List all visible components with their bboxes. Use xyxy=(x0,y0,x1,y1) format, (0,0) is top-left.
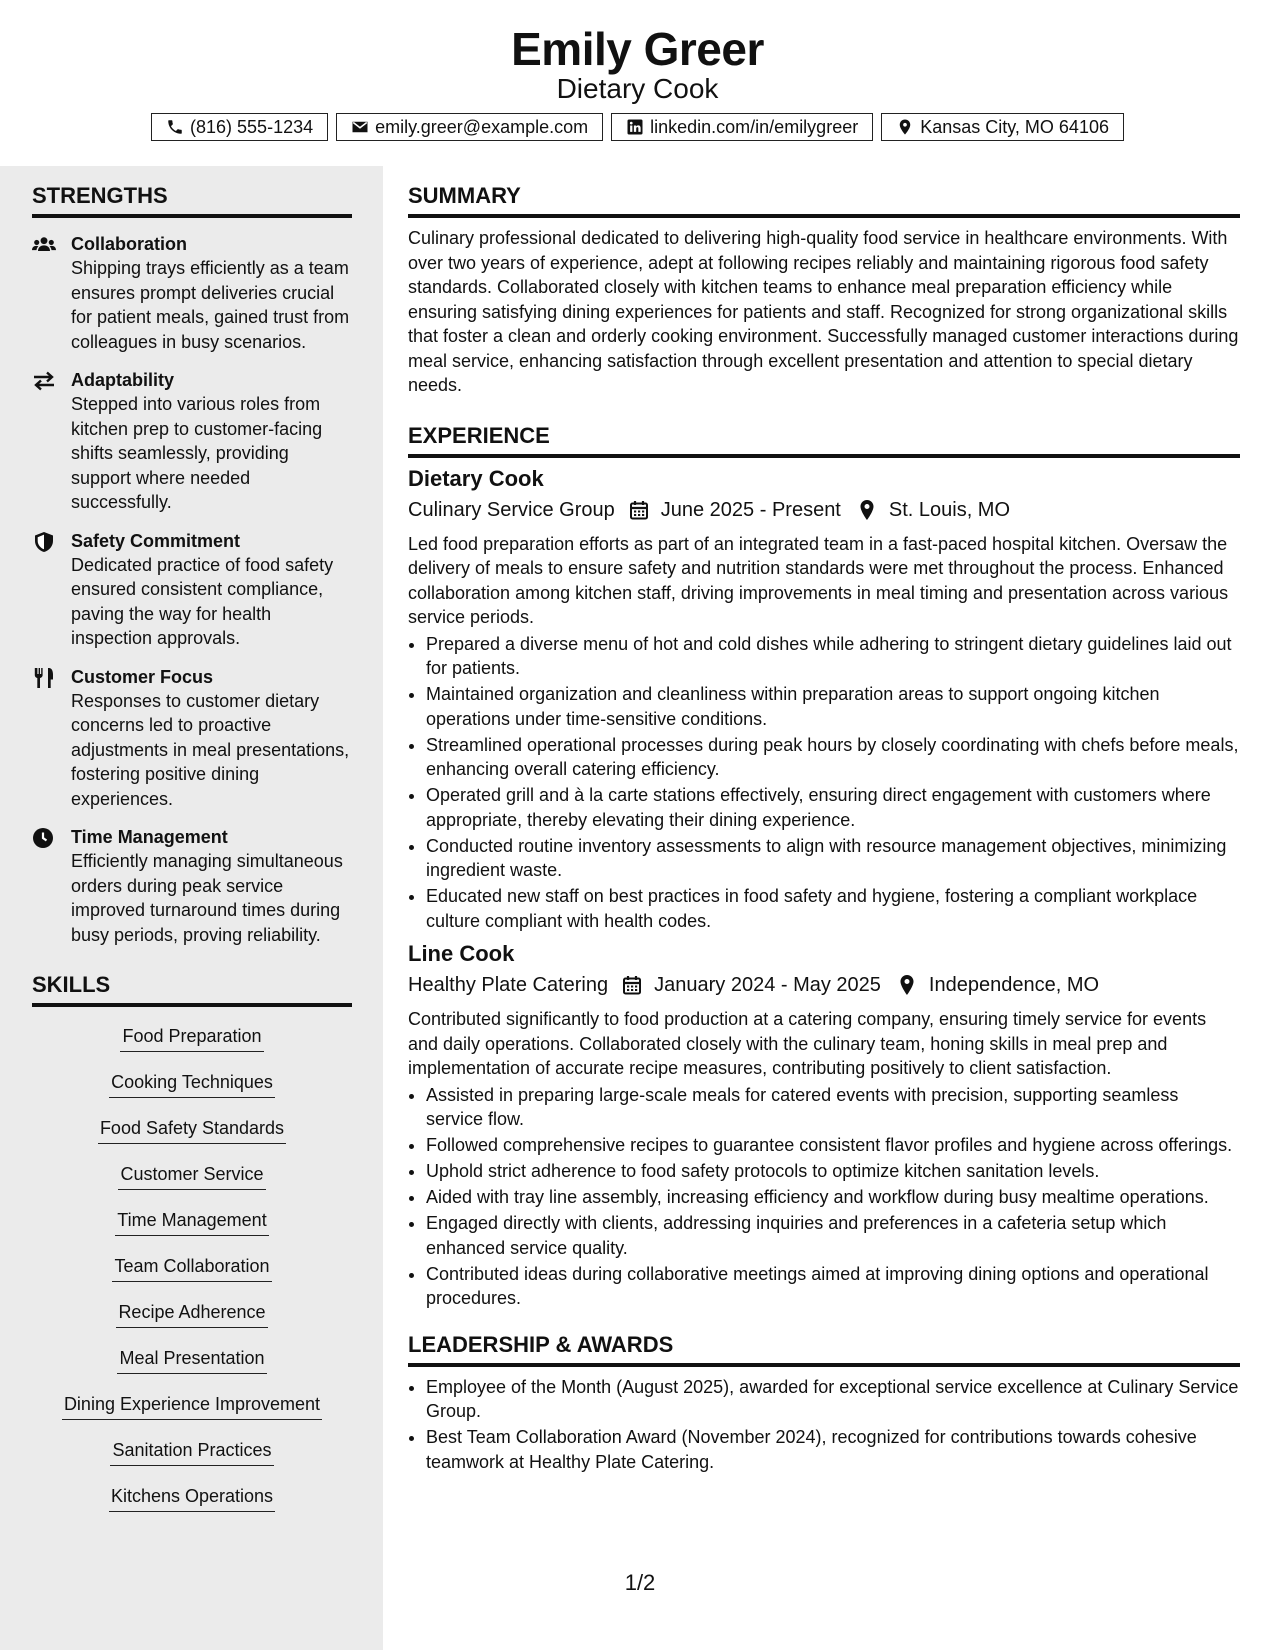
skill-item: Sanitation Practices xyxy=(110,1437,273,1466)
strength-item xyxy=(32,665,352,812)
strength-desc: Efficiently managing simultaneous orders during peak service improved turnaround times during busy periods, proving reliability. xyxy=(71,851,343,945)
map-pin-icon xyxy=(857,500,877,520)
map-pin-icon xyxy=(896,118,914,136)
job-company: Healthy Plate Catering xyxy=(408,974,609,996)
strength-item xyxy=(32,232,352,354)
awards-section xyxy=(408,1315,1240,1475)
strength-desc: Stepped into various roles from kitchen prep to customer-facing shifts seamlessly, providing support where needed successfully. xyxy=(71,394,323,512)
list-item: • Educated new staff on best practices in food safety and hygiene, fostering a compliant workplace culture compliant with health codes. xyxy=(426,884,1240,933)
strengths-heading: STRENGTHS xyxy=(32,166,352,218)
awards-list xyxy=(408,1375,1240,1475)
arrows-exchange-icon xyxy=(32,371,56,391)
clock-icon xyxy=(32,828,56,848)
job-description: Contributed significantly to food production at a catering company, ensuring timely service for events and daily operations. Collaborated closely with the culinary team, honing skills in meal prep and implementation of accurate recipe measures, contributing positively to client satisfaction. xyxy=(408,1009,1207,1078)
strength-item xyxy=(32,825,352,947)
list-item: • Aided with tray line assembly, increasing efficiency and workflow during busy mealtime operations. xyxy=(426,1185,1240,1210)
skill-item: Dining Experience Improvement xyxy=(62,1391,322,1420)
list-item: • Assisted in preparing large-scale meals for catered events with precision, supporting seamless service flow. xyxy=(426,1083,1240,1132)
job-company: Culinary Service Group xyxy=(408,498,615,521)
list-item: • Uphold strict adherence to food safety protocols to optimize kitchen sanitation levels. xyxy=(426,1159,1240,1184)
shield-icon xyxy=(32,532,56,552)
list-item: • Contributed ideas during collaborative meetings aimed at improving dining options and operational procedures. xyxy=(426,1262,1240,1311)
envelope-icon xyxy=(351,118,369,136)
strengths-section xyxy=(32,166,352,947)
job-entry xyxy=(408,939,1240,1311)
job-meta xyxy=(408,971,1240,999)
job-dates: January 2024 - May 2025 xyxy=(654,974,881,996)
list-item: • Best Team Collaboration Award (November 2024), recognized for contributions towards cohesive teamwork at Healthy Plate Catering. xyxy=(426,1425,1240,1474)
job-meta xyxy=(408,496,1240,524)
strength-desc: Dedicated practice of food safety ensured consistent compliance, paving the way for health inspection approvals. xyxy=(71,554,334,648)
calendar-icon xyxy=(622,975,642,995)
page-number: 1/2 xyxy=(624,1570,656,1595)
contact-bar xyxy=(0,113,1275,141)
job-entry xyxy=(408,464,1240,934)
skills-section xyxy=(32,955,352,1519)
list-item: • Followed comprehensive recipes to guarantee consistent flavor profiles and hygiene across offerings. xyxy=(426,1133,1240,1158)
skill-item: Food Safety Standards xyxy=(98,1115,286,1144)
sidebar xyxy=(0,166,383,1650)
list-item: • Streamlined operational processes during peak hours by closely coordinating with chefs before meals, enhancing overall catering efficiency. xyxy=(426,733,1240,782)
list-item: • Maintained organization and cleanliness within preparation areas to support ongoing kitchen operations under time-sensitive conditions. xyxy=(426,682,1240,731)
calendar-icon xyxy=(629,500,649,520)
candidate-role: Dietary Cook xyxy=(556,73,719,104)
utensils-icon xyxy=(32,668,56,688)
linkedin-icon xyxy=(626,118,644,136)
skill-item: Team Collaboration xyxy=(112,1253,271,1282)
job-location: St. Louis, MO xyxy=(888,498,1011,521)
strength-desc: Responses to customer dietary concerns led to proactive adjustments in meal presentations, fostering positive dining experiences. xyxy=(71,690,350,809)
job-title: Dietary Cook xyxy=(408,465,544,491)
main-content xyxy=(408,166,1240,1476)
list-item: • Prepared a diverse menu of hot and cold dishes while adhering to stringent dietary guidelines laid out for patients. xyxy=(426,632,1240,681)
skill-item: Food Preparation xyxy=(120,1023,263,1052)
job-title: Line Cook xyxy=(408,941,515,966)
job-description: Led food preparation efforts as part of an integrated team in a fast-paced hospital kitchen. Oversaw the delivery of meals to ensure safety and nutrition standards were met throughout the process. Enhanced collaboration among kitchen staff, driving improvements in meal timing and presentation across various service periods. xyxy=(408,533,1229,627)
strength-item xyxy=(32,529,352,651)
contact-location-text: Kansas City, MO 64106 xyxy=(920,116,1109,137)
users-icon xyxy=(32,235,56,255)
strength-title: Safety Commitment xyxy=(71,530,241,551)
job-bullets xyxy=(408,1083,1240,1311)
contact-email[interactable] xyxy=(336,113,603,141)
skill-item: Recipe Adherence xyxy=(116,1299,267,1328)
contact-linkedin[interactable] xyxy=(611,113,873,141)
strength-title: Adaptability xyxy=(71,370,175,390)
list-item: • Operated grill and à la carte stations effectively, ensuring direct engagement with customers where appropriate, thereby elevating their dining experience. xyxy=(426,783,1240,832)
job-location: Independence, MO xyxy=(928,974,1100,996)
strength-desc: Shipping trays efficiently as a team ensures prompt deliveries crucial for patient meals, gained trust from colleagues in busy scenarios. xyxy=(71,258,350,352)
strength-title: Collaboration xyxy=(71,234,187,254)
skill-item: Kitchens Operations xyxy=(109,1483,275,1512)
skill-item: Time Management xyxy=(115,1207,268,1236)
phone-icon xyxy=(166,118,184,136)
list-item: • Conducted routine inventory assessments to align with resource management objectives, minimizing ingredient waste. xyxy=(426,834,1240,883)
contact-phone-text: (816) 555-1234 xyxy=(190,116,314,137)
job-dates: June 2025 - Present xyxy=(660,498,841,521)
contact-email-text: emily.greer@example.com xyxy=(375,116,589,137)
skill-item: Customer Service xyxy=(118,1161,265,1190)
contact-phone[interactable] xyxy=(151,113,328,141)
awards-heading: LEADERSHIP & AWARDS xyxy=(408,1315,1240,1367)
job-bullets xyxy=(408,632,1240,934)
strength-title: Time Management xyxy=(71,827,228,847)
experience-section xyxy=(408,406,1240,1311)
skill-item: Cooking Techniques xyxy=(109,1069,275,1098)
contact-linkedin-text: linkedin.com/in/emilygreer xyxy=(650,116,859,137)
strength-title: Customer Focus xyxy=(71,666,214,687)
contact-location xyxy=(881,113,1124,141)
skills-heading: SKILLS xyxy=(32,955,352,1007)
skill-item: Meal Presentation xyxy=(117,1345,266,1374)
experience-heading: EXPERIENCE xyxy=(408,406,1240,458)
resume-header xyxy=(0,0,1275,166)
summary-text: Culinary professional dedicated to delivering high-quality food service in healthcare environments. With over two years of experience, adept at following recipes reliably and maintaining rigorous food safety standards. Collaborated closely with kitchen teams to enhance meal preparation efficiency while ensuring satisfying dining experiences for patients and staff. Recognized for strong organizational skills that foster a clean and orderly cooking environment. Successfully managed customer interactions during meal service, enhancing satisfaction through excellent presentation and attention to special dietary needs. xyxy=(408,228,1239,395)
candidate-name: Emily Greer xyxy=(511,23,764,75)
summary-section xyxy=(408,166,1240,398)
strength-item xyxy=(32,368,352,515)
map-pin-icon xyxy=(897,975,917,995)
list-item: • Engaged directly with clients, addressing inquiries and preferences in a cafeteria setup which enhanced service quality. xyxy=(426,1211,1240,1260)
list-item: • Employee of the Month (August 2025), awarded for exceptional service excellence at Culinary Service Group. xyxy=(426,1375,1240,1424)
summary-heading: SUMMARY xyxy=(408,166,1240,218)
